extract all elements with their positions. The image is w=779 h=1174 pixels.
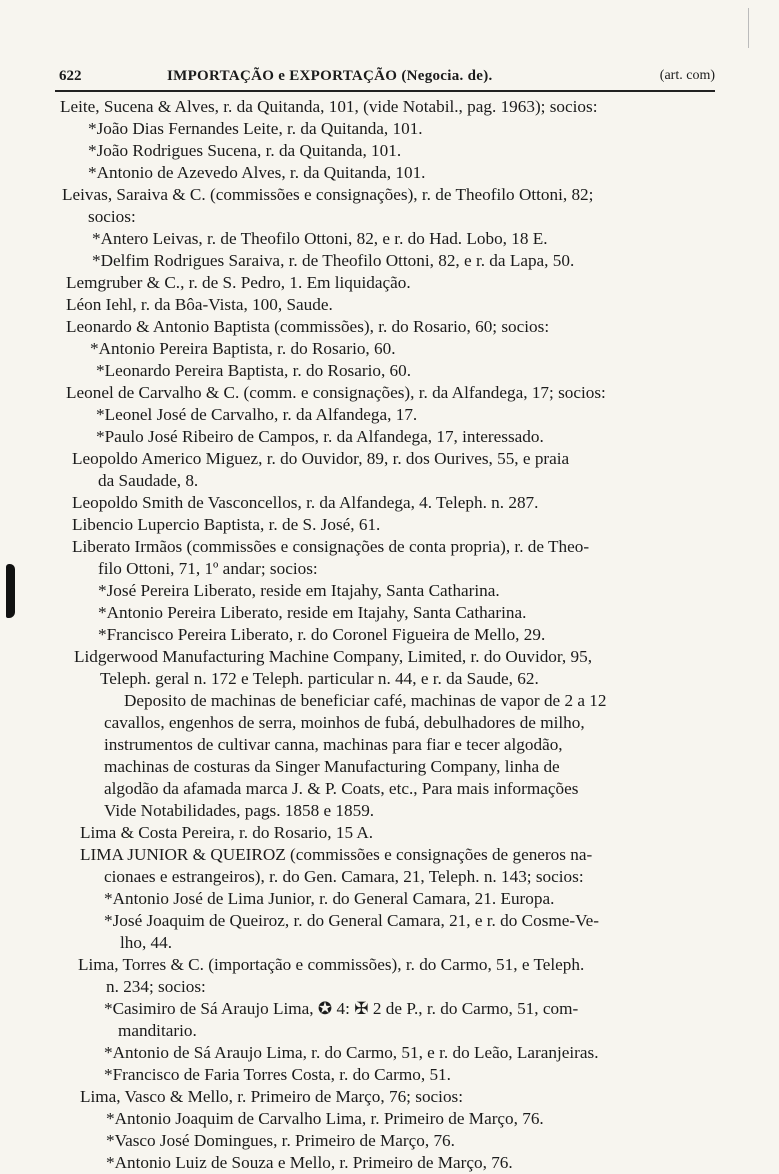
entry-line: *João Dias Fernandes Leite, r. da Quitanda, 101. xyxy=(88,119,423,138)
entry-line: *Antero Leivas, r. de Theofilo Ottoni, 82, e r. do Had. Lobo, 18 E. xyxy=(92,229,548,248)
entry-line: *Casimiro de Sá Araujo Lima, ✪ 4: ✠ 2 de P., r. do Carmo, 51, com- xyxy=(104,999,579,1018)
entry-line: da Saudade, 8. xyxy=(98,471,199,490)
entry-line: n. 234; socios: xyxy=(106,977,206,996)
entry-line: *Antonio José de Lima Junior, r. do General Camara, 21. Europa. xyxy=(104,889,555,908)
entry-line: cavallos, engenhos de serra, moinhos de fubá, debulhadores de milho, xyxy=(104,713,585,732)
margin-ink-mark xyxy=(6,564,15,618)
entry-line: Libencio Lupercio Baptista, r. de S. José, 61. xyxy=(72,515,381,534)
running-header xyxy=(55,66,715,92)
entry-line: Leopoldo Smith de Vasconcellos, r. da Alfandega, 4. Teleph. n. 287. xyxy=(72,493,539,512)
entry-line: Leonel de Carvalho & C. (comm. e consignações), r. da Alfandega, 17; socios: xyxy=(66,383,606,402)
entry-line: *Vasco José Domingues, r. Primeiro de Março, 76. xyxy=(106,1131,455,1150)
entry-line: Vide Notabilidades, pags. 1858 e 1859. xyxy=(104,801,375,820)
entry-line: lho, 44. xyxy=(120,933,173,952)
entry-line: Deposito de machinas de beneficiar café, machinas de vapor de 2 a 12 xyxy=(124,691,607,710)
entry-line: Lidgerwood Manufacturing Machine Company, Limited, r. do Ouvidor, 95, xyxy=(74,647,593,666)
entry-line: Léon Iehl, r. da Bôa-Vista, 100, Saude. xyxy=(66,295,333,314)
entry-line: cionaes e estrangeiros), r. do Gen. Camara, 21, Teleph. n. 143; socios: xyxy=(104,867,584,886)
entry-line: *Francisco Pereira Liberato, r. do Coronel Figueira de Mello, 29. xyxy=(98,625,546,644)
entry-line: Lima, Torres & C. (importação e commissões), r. do Carmo, 51, e Teleph. xyxy=(78,955,585,974)
header-title: IMPORTAÇÃO e EXPORTAÇÃO (Negocia. de). xyxy=(167,68,493,84)
entry-line: *Antonio de Sá Araujo Lima, r. do Carmo, 51, e r. do Leão, Laranjeiras. xyxy=(104,1043,599,1062)
entry-line: *Paulo José Ribeiro de Campos, r. da Alfandega, 17, interessado. xyxy=(96,427,544,446)
entry-line: Leivas, Saraiva & C. (commissões e consignações), r. de Theofilo Ottoni, 82; xyxy=(62,185,594,204)
page-edge-mark xyxy=(748,8,749,48)
entry-line: *José Joaquim de Queiroz, r. do General Camara, 21, e r. do Cosme-Ve- xyxy=(104,911,599,930)
entry-line: instrumentos de cultivar canna, machinas para fiar e tecer algodão, xyxy=(104,735,563,754)
entry-line: manditario. xyxy=(118,1021,197,1040)
entry-line: *João Rodrigues Sucena, r. da Quitanda, 101. xyxy=(88,141,402,160)
entry-line: Leonardo & Antonio Baptista (commissões), r. do Rosario, 60; socios: xyxy=(66,317,550,336)
entry-line: *Francisco de Faria Torres Costa, r. do Carmo, 51. xyxy=(104,1065,451,1084)
entry-line: *Antonio Luiz de Souza e Mello, r. Primeiro de Março, 76. xyxy=(106,1153,513,1172)
entry-line: algodão da afamada marca J. & P. Coats, etc., Para mais informações xyxy=(104,779,579,798)
entry-line: Leopoldo Americo Miguez, r. do Ouvidor, 89, r. dos Ourives, 55, e praia xyxy=(72,449,570,468)
entry-line: *Antonio de Azevedo Alves, r. da Quitanda, 101. xyxy=(88,163,426,182)
entry-line: Lima, Vasco & Mello, r. Primeiro de Março, 76; socios: xyxy=(80,1087,463,1106)
header-section: (art. com) xyxy=(659,68,715,83)
entry-line: machinas de costuras da Singer Manufacturing Company, linha de xyxy=(104,757,560,776)
entry-line: *José Pereira Liberato, reside em Itajahy, Santa Catharina. xyxy=(98,581,500,600)
entry-line: *Leonardo Pereira Baptista, r. do Rosario, 60. xyxy=(96,361,412,380)
entry-line: socios: xyxy=(88,207,136,226)
entry-line: *Delfim Rodrigues Saraiva, r. de Theofilo Ottoni, 82, e r. da Lapa, 50. xyxy=(92,251,575,270)
entry-line: Teleph. geral n. 172 e Teleph. particular n. 44, e r. da Saude, 62. xyxy=(100,669,539,688)
entry-line: *Antonio Pereira Liberato, reside em Itajahy, Santa Catharina. xyxy=(98,603,527,622)
entry-line: *Antonio Joaquim de Carvalho Lima, r. Primeiro de Março, 76. xyxy=(106,1109,544,1128)
entry-line: Liberato Irmãos (commissões e consignações de conta propria), r. de Theo- xyxy=(72,537,590,556)
entry-line: filo Ottoni, 71, 1º andar; socios: xyxy=(98,559,318,578)
entry-line: LIMA JUNIOR & QUEIROZ (commissões e consignações de generos na- xyxy=(80,845,593,864)
entry-line: Leite, Sucena & Alves, r. da Quitanda, 101, (vide Notabil., pag. 1963); socios: xyxy=(60,97,598,116)
entry-line: *Antonio Pereira Baptista, r. do Rosario, 60. xyxy=(90,339,396,358)
entry-line: Lima & Costa Pereira, r. do Rosario, 15 A. xyxy=(80,823,374,842)
page-number: 622 xyxy=(59,68,82,84)
entry-line: *Leonel José de Carvalho, r. da Alfandega, 17. xyxy=(96,405,418,424)
entry-line: Lemgruber & C., r. de S. Pedro, 1. Em liquidação. xyxy=(66,273,411,292)
